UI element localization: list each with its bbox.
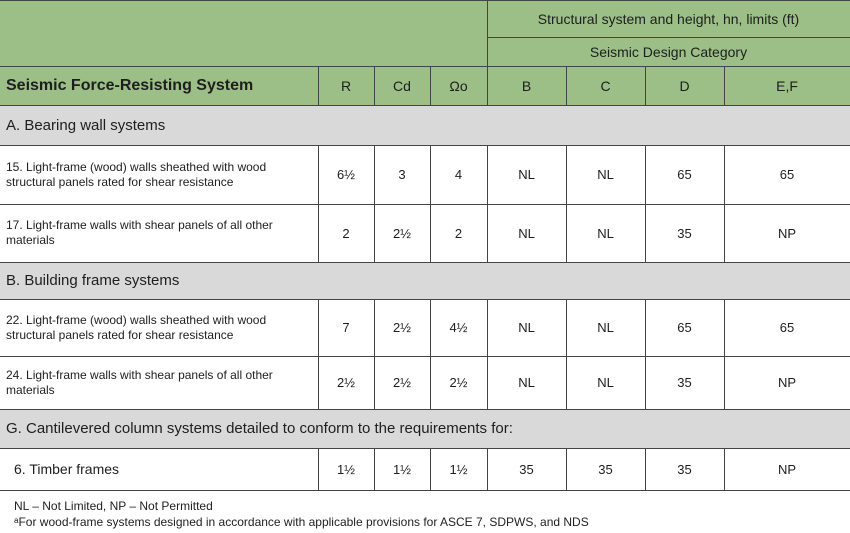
sdc-title: [487, 37, 850, 66]
table-rule: [566, 299, 567, 409]
table-rule: [566, 448, 567, 490]
row-description-text: 22. Light-frame (wood) walls sheathed with wood structural panels rated for shear resistance: [6, 312, 267, 342]
cell-value: NL: [518, 167, 535, 182]
omega-column-header: [430, 66, 487, 105]
table-rule: [0, 0, 850, 1]
cell-value: 2½: [392, 320, 412, 335]
cell-value: 2: [454, 225, 463, 241]
table-cell-b: [487, 145, 566, 204]
category-b-header: [487, 66, 566, 105]
table-rule: [0, 448, 850, 449]
row-description-text: 17. Light-frame walls with shear panels of all other materials: [6, 218, 273, 247]
cell-value: NL: [597, 167, 614, 182]
table-rule: [430, 299, 431, 409]
table-cell-ef: [724, 145, 850, 204]
table-rule: [566, 66, 567, 105]
r-column-header-text: R: [340, 77, 352, 94]
category-ef-header-text: E,F: [776, 77, 798, 94]
cell-value: 65: [677, 320, 692, 335]
cell-value: 3: [398, 167, 406, 182]
section-title: A. Bearing wall systems: [6, 116, 166, 134]
table-rule: [318, 299, 319, 409]
cell-value: NL: [597, 375, 614, 390]
table-cell-d: [645, 448, 724, 490]
table-cell-ef: [724, 356, 850, 409]
table-cell-b: [487, 204, 566, 262]
table-rule: [374, 66, 375, 105]
table-rule: [374, 299, 375, 409]
cell-value: NL: [518, 225, 535, 241]
omega-column-header-text: Ωo: [449, 77, 468, 94]
table-row-description: [0, 299, 318, 356]
table-cell-c: [566, 448, 645, 490]
table-rule: [645, 299, 646, 409]
table-cell-r: [318, 145, 374, 204]
table-rule: [487, 145, 488, 262]
table-rule: [645, 66, 646, 105]
system-column-header-text: Seismic Force-Resisting System: [6, 76, 254, 94]
table-rule: [487, 37, 850, 38]
section-row: [0, 409, 850, 448]
cell-value: 65: [779, 167, 795, 182]
cell-value: 65: [677, 167, 692, 182]
table-cell-r: [318, 204, 374, 262]
category-b-header-text: B: [521, 77, 532, 94]
category-d-header-text: D: [679, 77, 690, 94]
table-cell-c: [566, 299, 645, 356]
table-rule: [487, 448, 488, 490]
table-rule: [318, 66, 319, 105]
table-cell-d: [645, 145, 724, 204]
table-rule: [318, 145, 319, 262]
cell-value: 1½: [449, 461, 468, 477]
table-rule: [487, 0, 488, 105]
table-rule: [566, 145, 567, 262]
cell-value: NL: [597, 320, 614, 335]
table-cell-r: [318, 448, 374, 490]
table-rule: [0, 299, 850, 300]
cell-value: NP: [777, 225, 797, 241]
table-cell-cd: [374, 299, 430, 356]
table-rule: [0, 409, 850, 410]
row-description-text: 6. Timber frames: [14, 460, 120, 477]
sdc-title-text: Seismic Design Category: [589, 43, 748, 60]
table-rule: [724, 299, 725, 409]
cell-value: 4½: [449, 320, 468, 335]
height-limits-title: [487, 0, 850, 37]
table-rule: [0, 262, 850, 263]
cell-value: 2½: [336, 375, 356, 390]
table-rule: [430, 145, 431, 262]
height-limits-title-text: Structural system and height, hn, limits (ft): [537, 10, 800, 27]
table-rule: [0, 66, 850, 67]
table-rule: [645, 448, 646, 490]
cell-value: 35: [677, 461, 692, 477]
cell-value: 1½: [392, 461, 412, 477]
cell-value: 35: [519, 461, 534, 477]
footnote-wood-frame: ᵃFor wood-frame systems designed in accordance with applicable provisions for ASCE 7, SDPWS, and NDS: [14, 515, 589, 529]
section-title: G. Cantilevered column systems detailed to conform to the requirements for:: [6, 420, 513, 437]
table-rule: [487, 299, 488, 409]
table-cell-omega: [430, 356, 487, 409]
cell-value: 4: [454, 167, 463, 182]
table-cell-d: [645, 299, 724, 356]
table-rule: [0, 105, 850, 106]
table-cell-r: [318, 299, 374, 356]
table-cell-omega: [430, 299, 487, 356]
table-cell-d: [645, 356, 724, 409]
row-description-text: 15. Light-frame (wood) walls sheathed with wood structural panels rated for shear resistance: [6, 159, 267, 189]
category-c-header-text: C: [600, 77, 611, 94]
cell-value: 7: [342, 320, 350, 335]
cd-column-header-text: Cd: [393, 77, 411, 94]
category-d-header: [645, 66, 724, 105]
table-cell-c: [566, 204, 645, 262]
section-title: B. Building frame systems: [6, 272, 180, 289]
category-c-header: [566, 66, 645, 105]
table-rule: [0, 204, 850, 205]
cell-value: 35: [677, 375, 692, 390]
system-column-header: [0, 66, 318, 105]
category-ef-header: [724, 66, 850, 105]
table-cell-ef: [724, 448, 850, 490]
cell-value: 65: [779, 320, 795, 335]
cell-value: 2½: [392, 225, 412, 241]
section-row: [0, 105, 850, 145]
table-row-description: [0, 145, 318, 204]
table-cell-cd: [374, 145, 430, 204]
cell-value: 1½: [336, 461, 356, 477]
table-cell-ef: [724, 204, 850, 262]
cell-value: 2½: [449, 375, 468, 390]
row-description-text: 24. Light-frame walls with shear panels of all other materials: [6, 367, 273, 397]
cell-value: NP: [777, 375, 797, 390]
table-cell-ef: [724, 299, 850, 356]
table-cell-omega: [430, 204, 487, 262]
table-row-description: [0, 448, 318, 490]
table-cell-cd: [374, 204, 430, 262]
cell-value: 35: [598, 461, 613, 477]
section-row: [0, 262, 850, 299]
table-cell-omega: [430, 448, 487, 490]
table-row-description: [0, 356, 318, 409]
table-rule: [318, 448, 319, 490]
table-rule: [430, 66, 431, 105]
table-rule: [374, 145, 375, 262]
table-rule: [0, 356, 850, 357]
table-rule: [0, 145, 850, 146]
table-cell-b: [487, 448, 566, 490]
cell-value: 35: [677, 225, 692, 241]
footnote-abbreviations: NL – Not Limited, NP – Not Permitted: [14, 499, 213, 513]
cell-value: NL: [518, 375, 535, 390]
table-rule: [645, 145, 646, 262]
table-cell-b: [487, 356, 566, 409]
table-cell-c: [566, 145, 645, 204]
table-rule: [724, 145, 725, 262]
table-cell-c: [566, 356, 645, 409]
table-row-description: [0, 204, 318, 262]
table-rule: [430, 448, 431, 490]
table-cell-omega: [430, 145, 487, 204]
table-cell-b: [487, 299, 566, 356]
table-cell-d: [645, 204, 724, 262]
cell-value: NL: [518, 320, 535, 335]
table-rule: [724, 448, 725, 490]
table-cell-r: [318, 356, 374, 409]
cell-value: 2: [342, 225, 350, 241]
cell-value: NL: [597, 225, 614, 241]
table-rule: [724, 66, 725, 105]
cell-value: 6½: [336, 167, 356, 182]
cell-value: 2½: [392, 375, 412, 390]
table-rule: [374, 448, 375, 490]
cd-column-header: [374, 66, 430, 105]
cell-value: NP: [777, 461, 797, 477]
r-column-header: [318, 66, 374, 105]
table-cell-cd: [374, 356, 430, 409]
table-rule: [0, 490, 850, 491]
table-cell-cd: [374, 448, 430, 490]
